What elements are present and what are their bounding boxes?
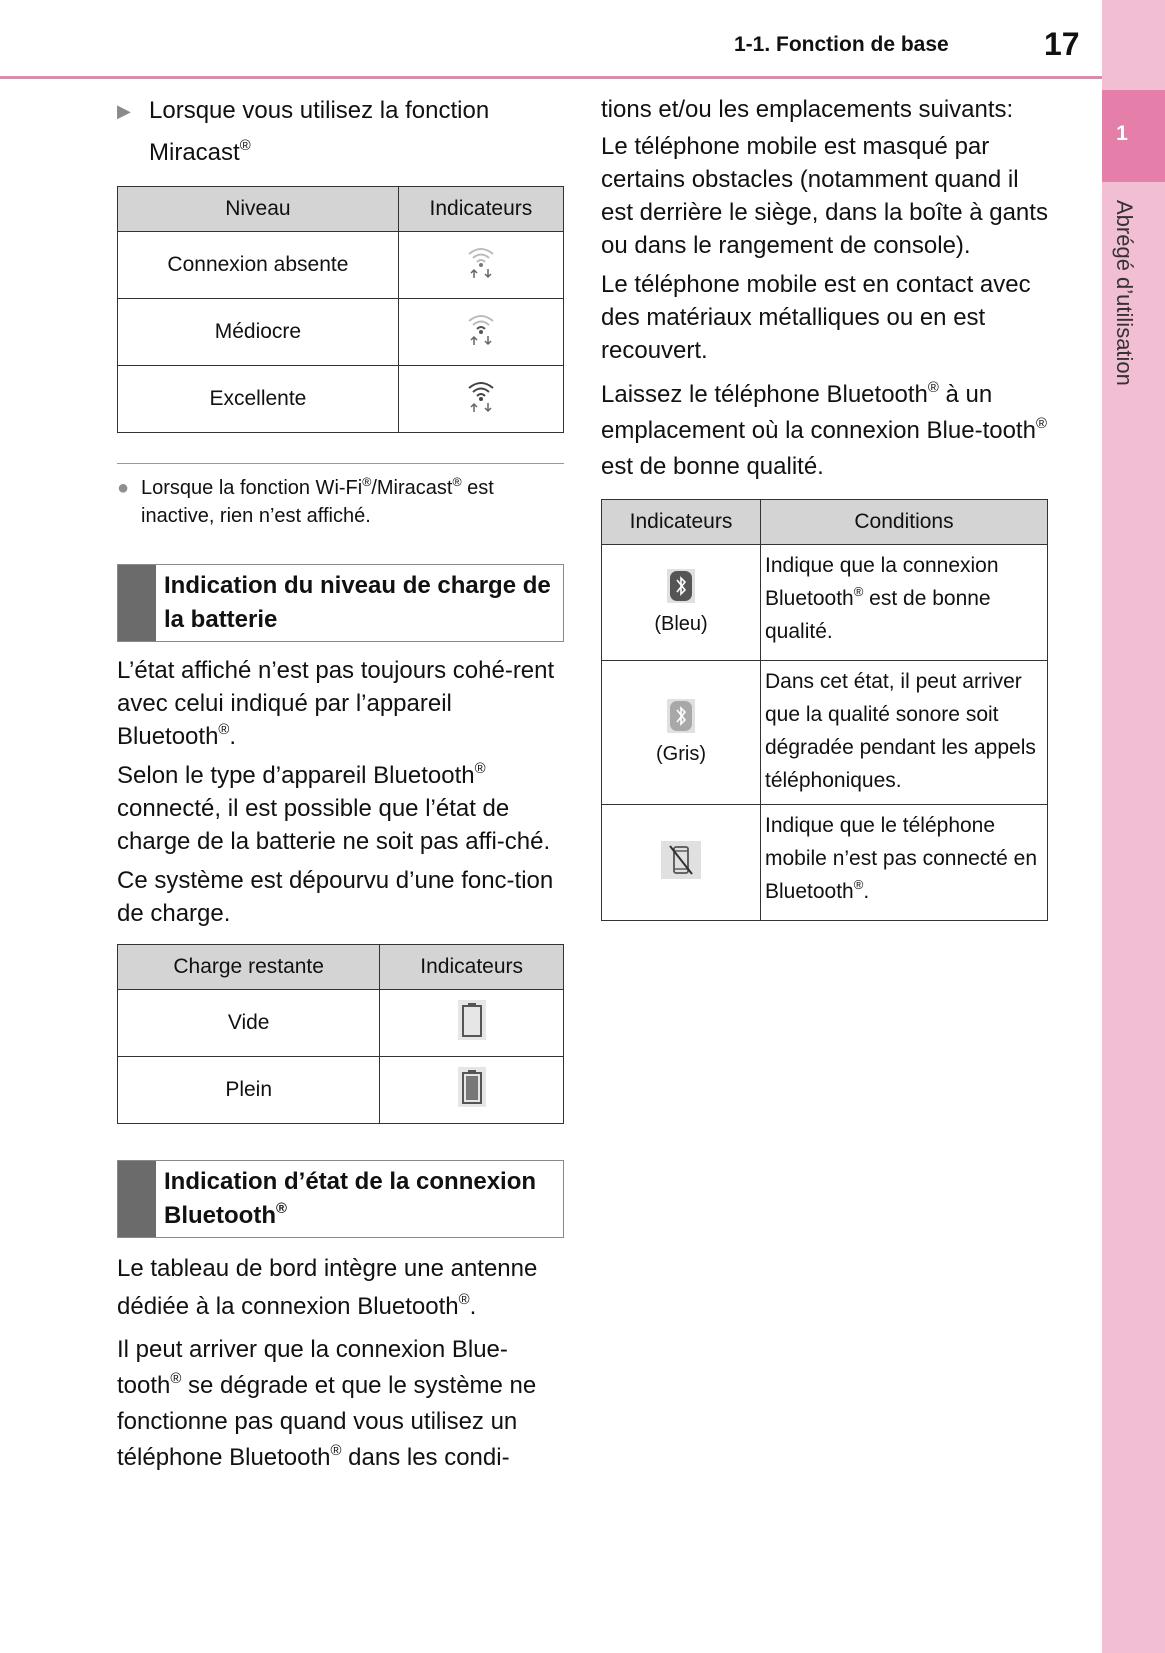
battery-heading: Indication du niveau de charge de la batterie (117, 564, 564, 642)
table-row (118, 1057, 564, 1124)
battery-table (117, 944, 564, 1124)
wifi-miracast-low-icon (465, 309, 497, 355)
header-rule (0, 76, 1102, 79)
left-column (117, 90, 564, 1482)
level-label: Médiocre (118, 299, 399, 366)
table-row (118, 232, 564, 299)
miracast-intro: ▶ Lorsque vous utilisez la fonction Miracast® (117, 90, 564, 174)
table-header: Conditions (761, 500, 1048, 545)
chapter-number: 1 (1116, 122, 1128, 145)
bluetooth-gray-icon (667, 699, 695, 739)
icon-caption: (Bleu) (654, 613, 708, 635)
bluetooth-paragraph: Le tableau de bord intègre une antenne dédiée à la connexion Bluetooth®. (117, 1255, 538, 1320)
section-title: 1-1. Fonction de base (734, 33, 949, 56)
level-label: Connexion absente (118, 232, 399, 299)
battery-full-icon (458, 1067, 486, 1113)
bluetooth-blue-icon (667, 569, 695, 609)
chapter-label: Abrégé d’utilisation (1112, 200, 1137, 386)
triangle-bullet-icon: ▶ (117, 101, 131, 121)
battery-paragraph: Ce système est dépourvu d’une fonc-tion de charge. (117, 867, 554, 927)
battery-paragraph: L’état affiché n’est pas toujours cohé-rent avec celui indiqué par l’appareil Bluetooth®. (117, 657, 555, 750)
wifi-miracast-none-icon (465, 242, 497, 288)
table-row (118, 299, 564, 366)
right-column (601, 90, 1048, 921)
text-paragraph: tions et/ou les emplacements suivants: (601, 96, 1014, 123)
table-row: (Gris) Dans cet état, il peut arriver que la qualité sonore soit dégradée pendant les appels téléphoniques. (602, 661, 1048, 805)
table-header: Charge restante (118, 945, 380, 990)
miracast-level-table (117, 186, 564, 433)
icon-caption: (Gris) (656, 743, 706, 765)
note: ● Lorsque la fonction Wi-Fi®/Miracast® est inactive, rien n’est affiché. (117, 463, 564, 530)
battery-paragraph: Selon le type d’appareil Bluetooth® connecté, il est possible que l’état de charge de la batterie ne soit pas affi-ché. (117, 761, 551, 855)
circle-bullet-icon: ● (117, 477, 130, 499)
level-label: Excellente (118, 366, 399, 433)
text-paragraph: Le téléphone mobile est en contact avec des matériaux métalliques ou en est recouvert. (601, 271, 1031, 364)
text-paragraph: Le téléphone mobile est masqué par certains obstacles (notamment quand il est derrière le siège, dans la boîte à gants ou dans le rangement de console). (601, 133, 1048, 259)
table-header: Niveau (118, 187, 399, 232)
table-header: Indicateurs (398, 187, 563, 232)
table-row: Indique que le téléphone mobile n’est pas connecté en Bluetooth®. (602, 805, 1048, 921)
charge-label: Vide (118, 990, 380, 1057)
bluetooth-status-table (601, 499, 1048, 921)
phone-disconnected-icon (661, 841, 701, 885)
page-number: 17 (1044, 26, 1080, 62)
wifi-miracast-full-icon (465, 376, 497, 422)
bluetooth-heading: Indication d’état de la connexion Bluetooth® (117, 1160, 564, 1238)
charge-label: Plein (118, 1057, 380, 1124)
bluetooth-paragraph: Il peut arriver que la connexion Blue-tooth® se dégrade et que le système ne fonctionne pas quand vous utilisez un téléphone Bluetooth® dans les condi- (117, 1336, 537, 1471)
table-row (118, 990, 564, 1057)
table-row: (Bleu) Indique que la connexion Bluetooth® est de bonne qualité. (602, 545, 1048, 661)
table-header: Indicateurs (380, 945, 564, 990)
battery-empty-icon (458, 1000, 486, 1046)
table-header: Indicateurs (602, 500, 761, 545)
text-paragraph: Laissez le téléphone Bluetooth® à un emplacement où la connexion Blue-tooth® est de bonne qualité. (601, 380, 1047, 480)
table-row (118, 366, 564, 433)
